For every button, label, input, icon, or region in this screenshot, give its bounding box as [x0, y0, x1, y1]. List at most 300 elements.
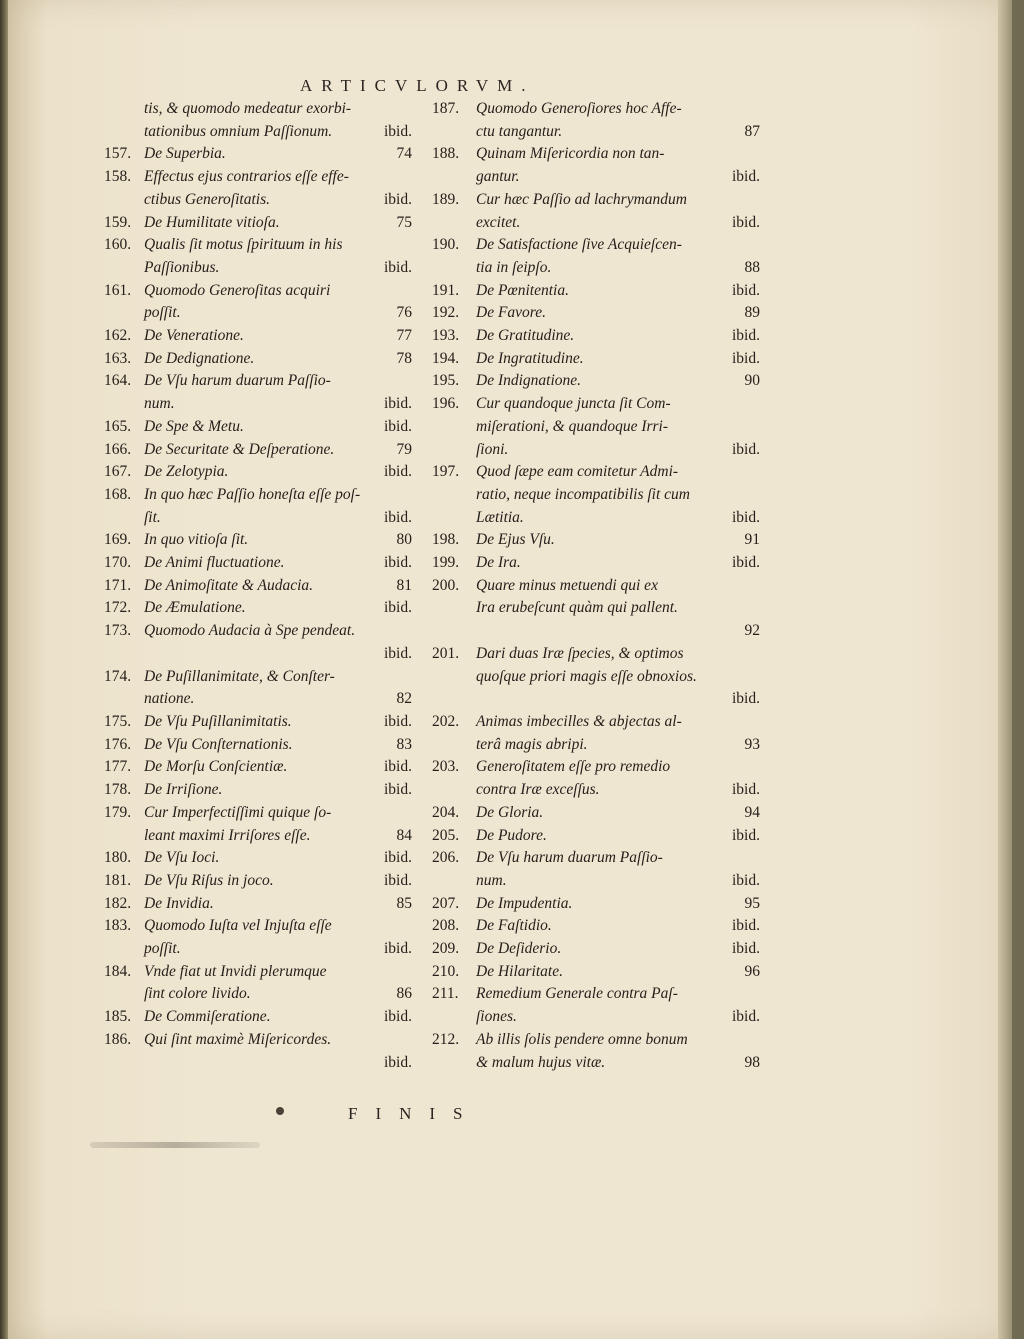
index-entry: [432, 461, 760, 529]
entry-title: Qui ſint maximè Miſericordes.: [144, 1030, 332, 1048]
finis: FINIS: [348, 1104, 481, 1123]
page-reference: 96: [744, 962, 760, 980]
entry-line: [476, 121, 760, 144]
entry-title: De Satisfactione ſive Acquieſcen-: [476, 236, 682, 254]
index-entry: [104, 416, 412, 439]
entry-number: 178.: [104, 781, 132, 799]
entry-title: De Veneratione.: [144, 327, 244, 345]
page-reference: ibid.: [384, 758, 412, 776]
entry-number: 212.: [432, 1030, 460, 1048]
index-entry: [104, 666, 412, 711]
entry-title: De Ingratitudine.: [476, 349, 584, 367]
page-reference: 79: [396, 440, 412, 458]
entry-body: [476, 915, 760, 938]
index-entry: [104, 756, 412, 779]
index-entry: [104, 280, 412, 325]
page-reference: 92: [744, 622, 760, 640]
page-reference: ibid.: [384, 258, 412, 276]
entry-title: Quinam Miſericordia non tan-: [476, 145, 665, 163]
entry-line: [144, 325, 412, 348]
page-reference: 89: [744, 304, 760, 322]
entry-number: 208.: [432, 917, 460, 935]
entry-number: 176.: [104, 735, 132, 753]
entry-line: [476, 711, 760, 734]
entry-title: quoſque priori magis eſſe obnoxios.: [476, 667, 697, 685]
page-reference: ibid.: [732, 213, 760, 231]
entry-line: [144, 280, 412, 303]
entry-line: [144, 529, 412, 552]
entry-body: [476, 961, 760, 984]
entry-line: [144, 302, 412, 325]
entry-title: De Vſu Puſillanimitatis.: [144, 712, 292, 730]
entry-line: [144, 1029, 412, 1052]
index-entry: [432, 348, 760, 371]
entry-line: [476, 734, 760, 757]
page-reference: ibid.: [384, 417, 412, 435]
entry-title: tationibus omnium Paſſionum.: [144, 122, 333, 140]
entry-number: 159.: [104, 213, 132, 231]
entry-title: De Spe & Metu.: [144, 417, 244, 435]
entry-line: [144, 257, 412, 280]
entry-line: [476, 189, 760, 212]
entry-line: [476, 166, 760, 189]
entry-line: [476, 212, 760, 235]
entry-number: 157.: [104, 145, 132, 163]
page-reference: ibid.: [384, 190, 412, 208]
entry-title: natione.: [144, 690, 195, 708]
index-entry: [104, 325, 412, 348]
entry-title: Paſſionibus.: [144, 258, 220, 276]
entry-number: 196.: [432, 395, 460, 413]
entry-title: ſit.: [144, 508, 161, 526]
entry-title: De Puſillanimitate, & Conſter-: [144, 667, 335, 685]
index-entry: [432, 825, 760, 848]
entry-line: [144, 847, 412, 870]
entry-number: 194.: [432, 349, 460, 367]
index-entry: [104, 166, 412, 211]
index-entry: [432, 756, 760, 801]
index-entry: [432, 393, 760, 461]
page-edge: [998, 0, 1012, 1339]
index-column-left: [104, 98, 412, 1074]
entry-body: [144, 234, 412, 279]
entry-number: 173.: [104, 622, 132, 640]
entry-line: [476, 893, 760, 916]
entry-title: contra Iræ exceſſus.: [476, 781, 600, 799]
page-reference: ibid.: [384, 1053, 412, 1071]
index-entry: [432, 189, 760, 234]
entry-number: 183.: [104, 917, 132, 935]
entry-body: [144, 1029, 412, 1074]
index-entry: [104, 348, 412, 371]
page-reference: 74: [396, 145, 412, 163]
page-reference: [754, 983, 760, 1006]
entry-line: [144, 234, 412, 257]
entry-line: [144, 416, 412, 439]
entry-number: 177.: [104, 758, 132, 776]
page-reference: ibid.: [384, 781, 412, 799]
page-reference: [406, 98, 412, 121]
index-entry: [104, 143, 412, 166]
entry-number: 169.: [104, 531, 132, 549]
entry-title: excitet.: [476, 213, 521, 231]
entry-body: [144, 915, 412, 960]
page-reference: ibid.: [732, 281, 760, 299]
entry-line: [144, 143, 412, 166]
entry-line: [476, 847, 760, 870]
entry-number: 195.: [432, 372, 460, 390]
entry-line: [144, 779, 412, 802]
entry-number: 181.: [104, 871, 132, 889]
page-reference: ibid.: [384, 712, 412, 730]
entry-title: Quomodo Audacia à Spe pendeat.: [144, 622, 356, 640]
entry-number: 211.: [432, 985, 459, 1003]
entry-line: [144, 189, 412, 212]
entry-number: 168.: [104, 485, 132, 503]
entry-title: De Gloria.: [476, 803, 544, 821]
entry-number: 193.: [432, 327, 460, 345]
entry-line: [144, 734, 412, 757]
entry-title: De Animi fluctuatione.: [144, 554, 285, 572]
entry-title: De Dedignatione.: [144, 349, 255, 367]
entry-body: [476, 983, 760, 1028]
entry-title: De Commiſeratione.: [144, 1008, 271, 1026]
page-reference: [754, 711, 760, 734]
entry-title: De Ira.: [476, 554, 521, 572]
page-reference: [754, 393, 760, 416]
entry-title: De Vſu harum duarum Paſſio-: [144, 372, 331, 390]
entry-title: De Indignatione.: [476, 372, 582, 390]
entry-title: Cur quandoque juncta ſit Com-: [476, 395, 671, 413]
entry-title: Ira erubeſcunt quàm qui pallent.: [476, 599, 678, 617]
entry-line: [476, 756, 760, 779]
entry-line: [144, 98, 412, 121]
index-entry: [104, 1006, 412, 1029]
index-entry: [432, 302, 760, 325]
index-entry: [104, 870, 412, 893]
entry-title: Cur hæc Paſſio ad lachrymandum: [476, 190, 687, 208]
entry-title: Vnde fiat ut Invidi plerumque: [144, 962, 327, 980]
entry-body: [144, 893, 412, 916]
entry-body: [476, 280, 760, 303]
entry-body: [144, 961, 412, 1006]
entry-body: [476, 893, 760, 916]
entry-line: [144, 393, 412, 416]
entry-body: [476, 348, 760, 371]
entry-title: Quomodo Generoſitas acquiri: [144, 281, 331, 299]
entry-body: [144, 870, 412, 893]
entry-number: 167.: [104, 463, 132, 481]
entry-line: [476, 280, 760, 303]
entry-number: 166.: [104, 440, 132, 458]
entry-number: 161.: [104, 281, 132, 299]
page-reference: 95: [744, 894, 760, 912]
entry-number: 179.: [104, 803, 132, 821]
page-reference: ibid.: [732, 168, 760, 186]
entry-number: 164.: [104, 372, 132, 390]
entry-title: poſſit.: [144, 940, 181, 958]
index-entry: [432, 711, 760, 756]
entry-line: [476, 302, 760, 325]
page-reference: ibid.: [732, 554, 760, 572]
entry-number: 202.: [432, 712, 460, 730]
entry-number: 206.: [432, 849, 460, 867]
entry-title: Animas imbecilles & abjectas al-: [476, 712, 682, 730]
entry-line: [476, 688, 760, 711]
entry-line: [476, 870, 760, 893]
entry-title: poſſit.: [144, 304, 181, 322]
entry-title: Remedium Generale contra Paſ-: [476, 985, 678, 1003]
entry-line: [476, 915, 760, 938]
entry-title: De Vſu Conſternationis.: [144, 735, 293, 753]
entry-line: [144, 802, 412, 825]
entry-title: De Vſu harum duarum Paſſio-: [476, 849, 663, 867]
entry-number: 210.: [432, 962, 460, 980]
entry-body: [144, 802, 412, 847]
index-entry: [432, 915, 760, 938]
entry-body: [144, 280, 412, 325]
entry-line: [144, 893, 412, 916]
entry-title: Generoſitatem eſſe pro remedio: [476, 758, 671, 776]
index-entry: [432, 847, 760, 892]
entry-body: [476, 143, 760, 188]
page-reference: [754, 98, 760, 121]
entry-line: [476, 1029, 760, 1052]
entry-title: num.: [476, 871, 507, 889]
entry-line: [144, 507, 412, 530]
page-reference: [754, 461, 760, 484]
index-entry: [104, 802, 412, 847]
entry-title: Ab illis ſolis pendere omne bonum: [476, 1030, 688, 1048]
index-entry: [432, 893, 760, 916]
page-reference: 94: [744, 803, 760, 821]
ink-stain: [90, 1142, 260, 1148]
entry-number: 171.: [104, 576, 132, 594]
index-entry: [104, 734, 412, 757]
entry-line: [144, 938, 412, 961]
page-reference: [754, 756, 760, 779]
entry-title: Quod ſæpe eam comitetur Admi-: [476, 463, 679, 481]
entry-line: [144, 121, 412, 144]
page-reference: ibid.: [384, 554, 412, 572]
index-entry: [432, 143, 760, 188]
entry-body: [476, 1029, 760, 1074]
index-entry: [432, 552, 760, 575]
entry-body: [144, 370, 412, 415]
page-reference: 78: [396, 349, 412, 367]
entry-title: De Morſu Conſcientiæ.: [144, 758, 288, 776]
entry-line: [144, 552, 412, 575]
entry-body: [476, 802, 760, 825]
entry-line: [476, 98, 760, 121]
entry-line: [476, 484, 760, 507]
index-entry: [104, 711, 412, 734]
entry-title: Qualis ſit motus ſpirituum in his: [144, 236, 343, 254]
page-reference: [754, 484, 760, 507]
page-reference: ibid.: [732, 781, 760, 799]
entry-line: [476, 779, 760, 802]
index-entry: [432, 983, 760, 1028]
page-reference: 75: [396, 213, 412, 231]
entry-line: [144, 439, 412, 462]
entry-title: & malum hujus vitæ.: [476, 1053, 606, 1071]
entry-line: [476, 393, 760, 416]
entry-body: [476, 575, 760, 643]
entry-body: [144, 711, 412, 734]
index-entry: [432, 802, 760, 825]
entry-line: [144, 348, 412, 371]
entry-line: [476, 507, 760, 530]
page-reference: 98: [744, 1053, 760, 1071]
entry-title: De Humilitate vitioſa.: [144, 213, 280, 231]
entry-line: [144, 711, 412, 734]
entry-number: 184.: [104, 962, 132, 980]
page-reference: [754, 416, 760, 439]
entry-line: [144, 825, 412, 848]
entry-number: 190.: [432, 236, 460, 254]
index-entry: [432, 370, 760, 393]
index-entry: [432, 961, 760, 984]
entry-body: [144, 666, 412, 711]
entry-title: De Impudentia.: [476, 894, 573, 912]
entry-number: [104, 98, 144, 143]
entry-number: 185.: [104, 1008, 132, 1026]
entry-number: 182.: [104, 894, 132, 912]
page-reference: [754, 143, 760, 166]
page-reference: 84: [396, 826, 412, 844]
entry-line: [476, 961, 760, 984]
running-head: ARTICVLORVM.: [300, 76, 535, 95]
page-reference: [406, 166, 412, 189]
page-reference: ibid.: [384, 463, 412, 481]
page-reference: ibid.: [384, 508, 412, 526]
entry-body: [476, 98, 760, 143]
entry-line: [476, 461, 760, 484]
entry-title: De Deſiderio.: [476, 940, 562, 958]
entry-title: In quo vitioſa ſit.: [144, 531, 249, 549]
index-entry: [432, 280, 760, 303]
page-reference: 93: [744, 735, 760, 753]
page-reference: [406, 620, 412, 643]
page-reference: ibid.: [384, 599, 412, 617]
entry-number: 175.: [104, 712, 132, 730]
entry-body: [476, 234, 760, 279]
index-entry: [104, 893, 412, 916]
entry-line: [476, 597, 760, 620]
entry-line: [144, 870, 412, 893]
entry-title: gantur.: [476, 168, 520, 186]
entry-body: [476, 461, 760, 529]
index-entry: [104, 915, 412, 960]
entry-number: 204.: [432, 803, 460, 821]
entry-number: 165.: [104, 417, 132, 435]
entry-body: [144, 552, 412, 575]
page-reference: 91: [744, 531, 760, 549]
index-entry: [432, 325, 760, 348]
index-entry: [432, 234, 760, 279]
index-entry: [104, 484, 412, 529]
entry-number: 187.: [432, 100, 460, 117]
ornament-dot: [276, 1107, 284, 1115]
entry-line: [476, 938, 760, 961]
entry-number: 191.: [432, 281, 460, 299]
page-reference: [406, 666, 412, 689]
entry-number: 207.: [432, 894, 460, 912]
entry-line: [476, 143, 760, 166]
entry-title: Lætitia.: [476, 508, 524, 526]
entry-number: 189.: [432, 190, 460, 208]
entry-title: leant maximi Irriſores eſſe.: [144, 826, 311, 844]
entry-body: [144, 597, 412, 620]
entry-body: [144, 325, 412, 348]
page-reference: 83: [396, 735, 412, 753]
entry-title: De Faſtidio.: [476, 917, 552, 935]
page-reference: [754, 189, 760, 212]
entry-body: [144, 98, 412, 143]
index-entry: [104, 529, 412, 552]
entry-title: De Vſu Ioci.: [144, 849, 220, 867]
page-reference: ibid.: [732, 508, 760, 526]
page-reference: [406, 915, 412, 938]
entry-title: ratio, neque incompatibilis ſit cum: [476, 485, 690, 503]
entry-number: 163.: [104, 349, 132, 367]
entry-number: 172.: [104, 599, 132, 617]
entry-body: [144, 484, 412, 529]
entry-body: [144, 212, 412, 235]
page-reference: ibid.: [732, 327, 760, 345]
entry-title: Dari duas Iræ ſpecies, & optimos: [476, 644, 684, 662]
index-entry: [432, 1029, 760, 1074]
entry-body: [144, 620, 412, 665]
entry-title: De Æmulatione.: [144, 599, 246, 617]
entry-title: De Ejus Vſu.: [476, 531, 555, 549]
entry-body: [476, 825, 760, 848]
entry-title: De Irriſione.: [144, 781, 223, 799]
entry-body: [476, 756, 760, 801]
entry-line: [476, 666, 760, 689]
entry-line: [144, 575, 412, 598]
index-entry: [104, 620, 412, 665]
page-reference: ibid.: [732, 826, 760, 844]
page-reference: ibid.: [384, 1008, 412, 1026]
entry-number: 201.: [432, 644, 460, 662]
entry-title: De Hilaritate.: [476, 962, 563, 980]
entry-body: [144, 143, 412, 166]
page-reference: 86: [396, 985, 412, 1003]
entry-line: [476, 234, 760, 257]
index-entry: [104, 847, 412, 870]
index-entry: [104, 370, 412, 415]
page-reference: [406, 1029, 412, 1052]
page-reference: 88: [744, 258, 760, 276]
entry-body: [144, 416, 412, 439]
entry-title: De Gratitudine.: [476, 327, 575, 345]
page-reference: 80: [396, 531, 412, 549]
entry-line: [144, 212, 412, 235]
entry-line: [476, 257, 760, 280]
index-entry: [104, 461, 412, 484]
entry-number: 162.: [104, 327, 132, 345]
entry-line: [144, 620, 412, 643]
entry-body: [476, 552, 760, 575]
entry-title: De Pudore.: [476, 826, 547, 844]
index-entry: [432, 575, 760, 643]
page-reference: [406, 961, 412, 984]
index-entry: [432, 938, 760, 961]
page-reference: [754, 643, 760, 666]
entry-body: [144, 847, 412, 870]
entry-title: terâ magis abripi.: [476, 735, 588, 753]
